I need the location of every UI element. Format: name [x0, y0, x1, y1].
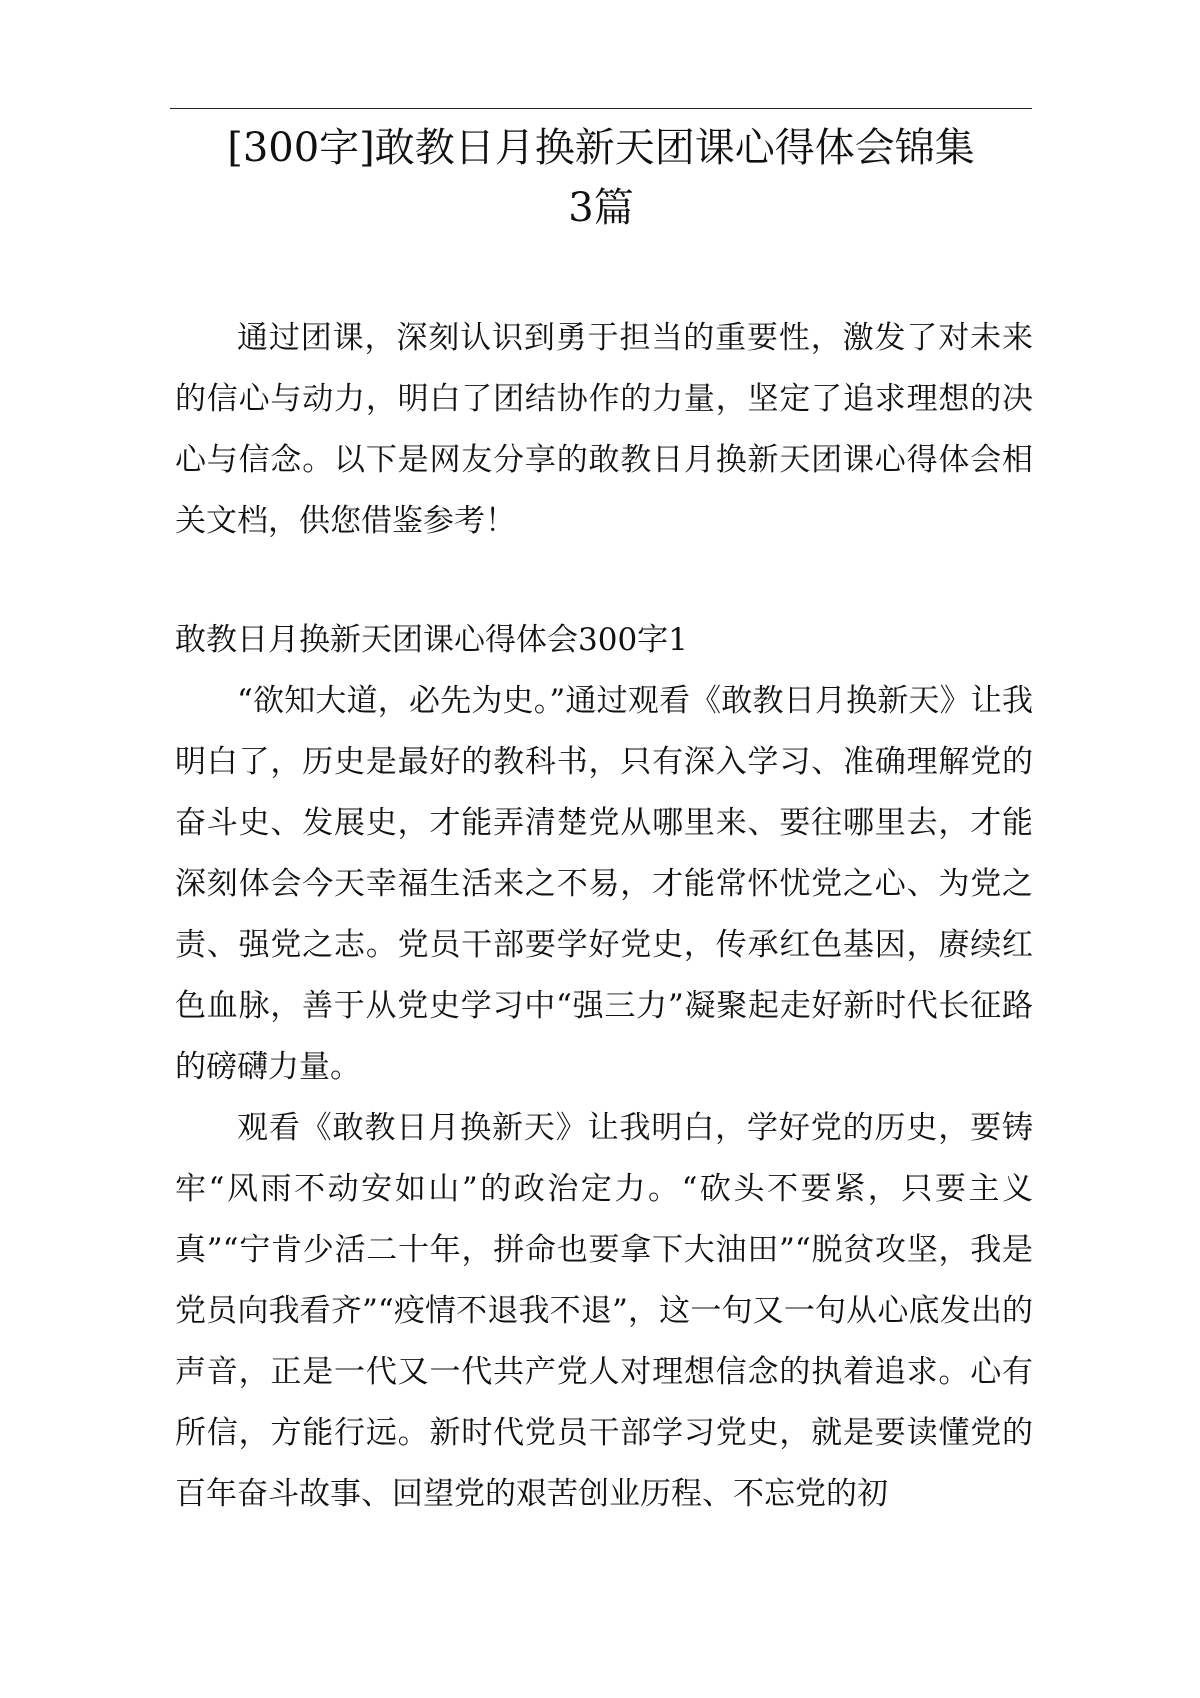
body-paragraph-1: “欲知大道，必先为史。”通过观看《敢教日月换新天》让我明白了，历史是最好的教科书，只有深入学习、准确理解党的奋斗史、发展史，才能弄清楚党从哪里来、要往哪里去，才能深刻体会今天幸福生活来之不易，才能常怀忧党之心、为党之责、强党之志。党员干部要学好党史，传承红色基因，赓续红色血脉，善于从党史学习中“强三力”凝聚起走好新时代长征路的磅礴力量。: [175, 683, 1033, 1085]
document-body: [175, 308, 1033, 1525]
spacer: [175, 552, 1033, 610]
body-paragraph-2: 观看《敢教日月换新天》让我明白，学好党的历史，要铸牢“风雨不动安如山”的政治定力。“砍头不要紧，只要主义真”“宁肯少活二十年，拼命也要拿下大油田”“脱贫攻坚，我是党员向我看齐”“疫情不退我不退”，这一句又一句从心底发出的声音，正是一代又一代共产党人对理想信念的执着追求。心有所信，方能行远。新时代党员干部学习党史，就是要读懂党的百年奋斗故事、回望党的艰苦创业历程、不忘党的初: [175, 1110, 1033, 1512]
section-heading: 敢教日月换新天团课心得体会300字1: [175, 622, 688, 658]
document-title: [170, 118, 1032, 238]
intro-paragraph: 通过团课，深刻认识到勇于担当的重要性，激发了对未来的信心与动力，明白了团结协作的力量，坚定了追求理想的决心与信念。以下是网友分享的敢教日月换新天团课心得体会相关文档，供您借鉴参考！: [175, 320, 1033, 539]
header-rule: [170, 108, 1032, 109]
title-line-2: 3篇: [568, 185, 634, 231]
title-line-1: [300字]敢教日月换新天团课心得体会锦集: [227, 125, 975, 171]
